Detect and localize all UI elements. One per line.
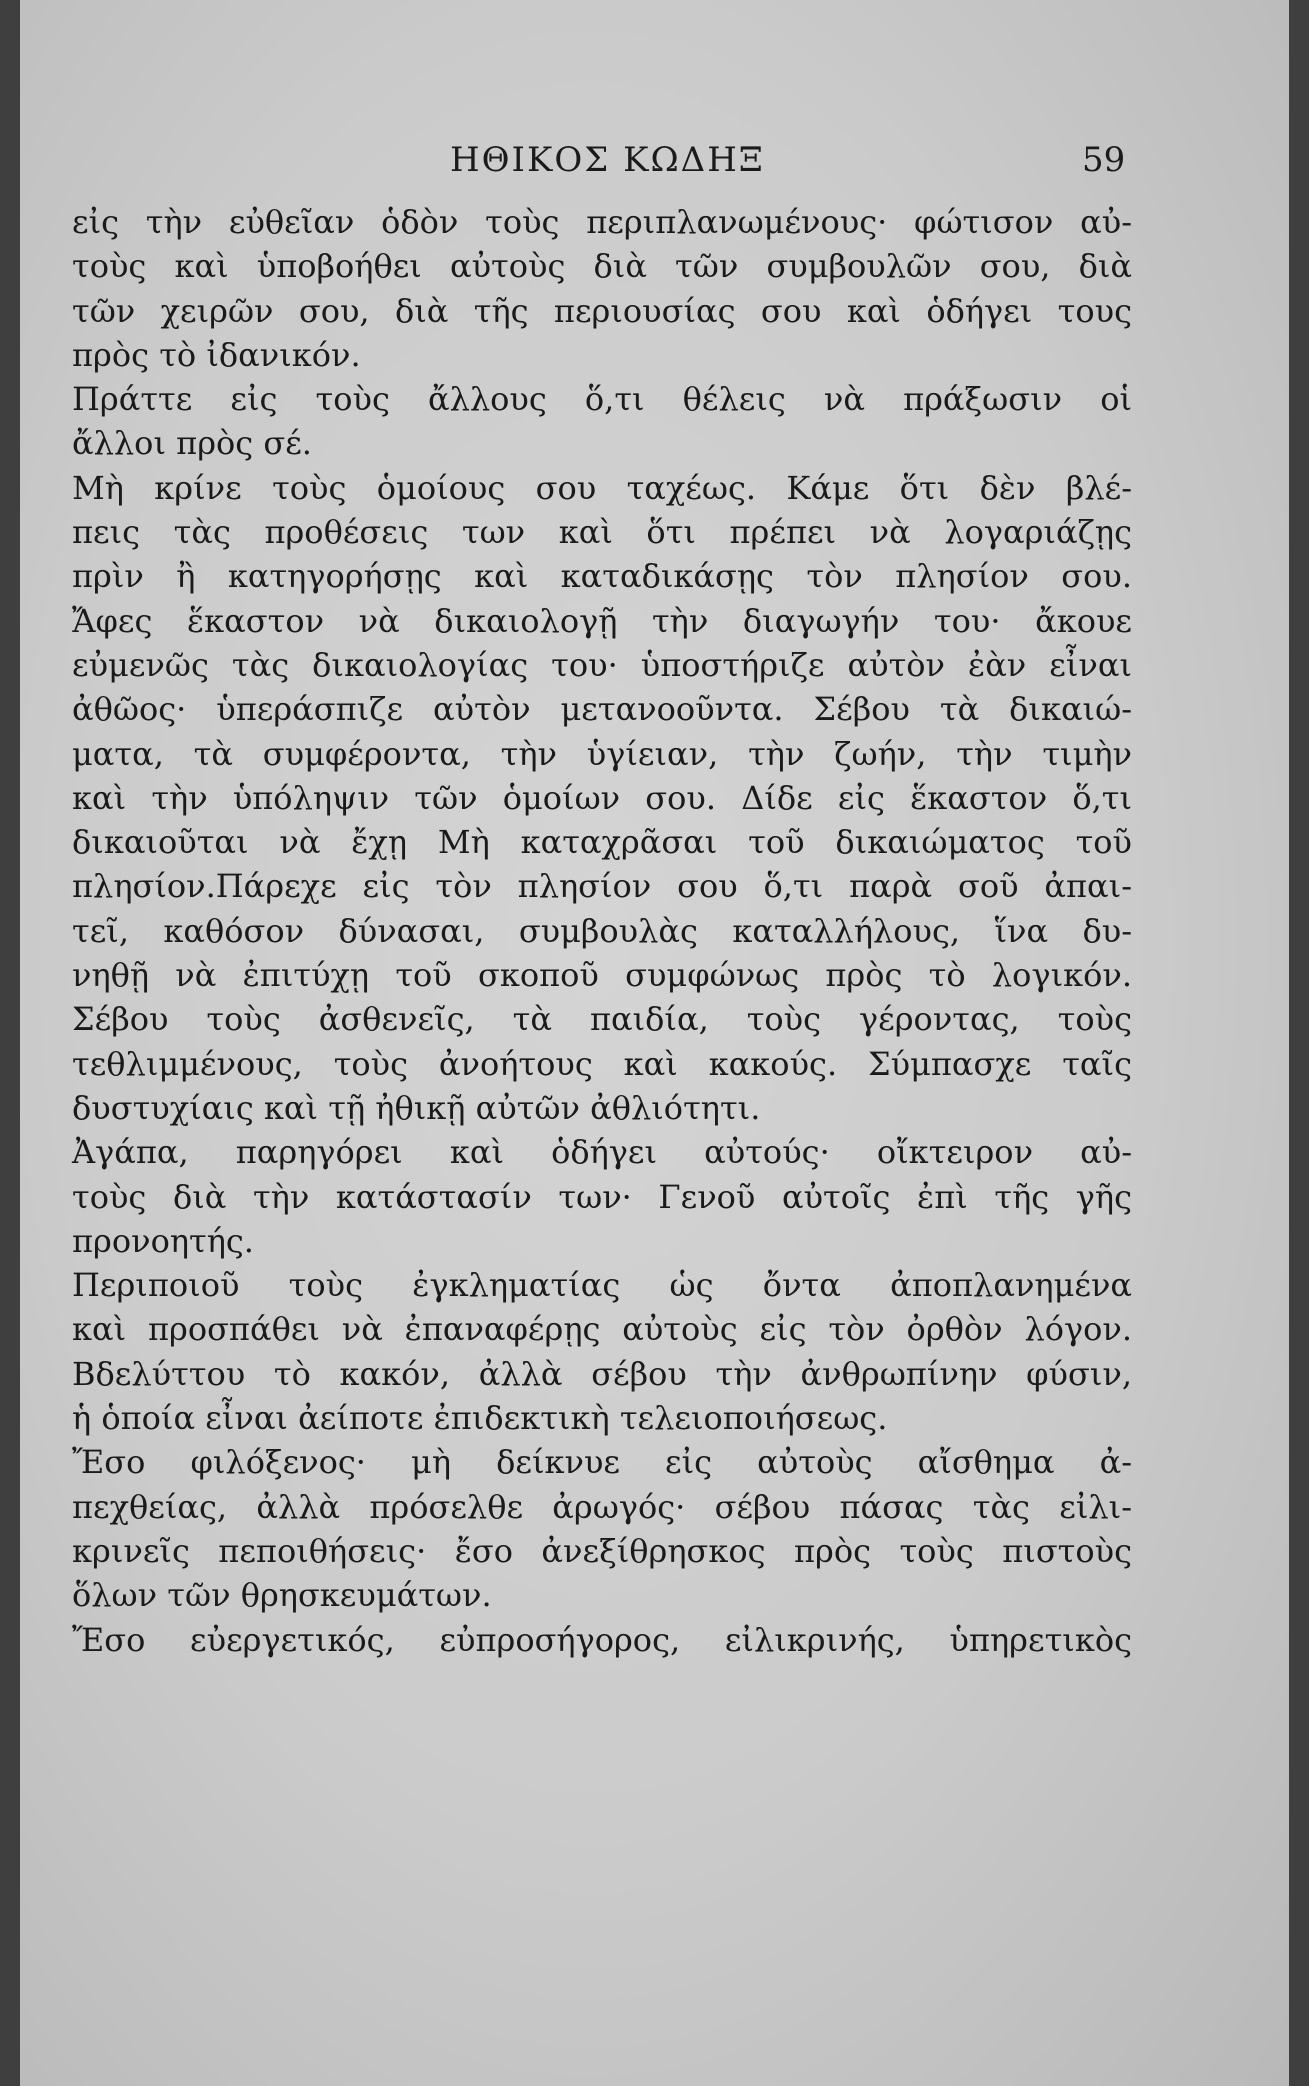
text-line: πρὸς τὸ ἰδανικόν. [72, 335, 361, 374]
text-line: Ἔσο εὐεργετικός, εὐπροσήγορος, εἰλικρινής, ὑπηρετικὸς [72, 1620, 1132, 1659]
text-line: Ἔσο φιλόξενος· μὴ δείκνυε εἰς αὐτοὺς αἴσθημα ἀ- [72, 1443, 1132, 1482]
body-text [72, 200, 1132, 1662]
text-line: καὶ τὴν ὑπόληψιν τῶν ὁμοίων σου. Δίδε εἰς ἕκαστον ὅ,τι [72, 778, 1132, 817]
text-line: πεχθείας, ἀλλὰ πρόσελθε ἀρωγός· σέβου πάσας τὰς εἰλι- [72, 1487, 1132, 1526]
text-line: προνοητής. [72, 1221, 254, 1260]
text-line: ὅλων τῶν θρησκευμάτων. [72, 1576, 492, 1615]
page-header [20, 140, 1289, 180]
text-line: Σέβου τοὺς ἀσθενεῖς, τὰ παιδία, τοὺς γέροντας, τοὺς [72, 1000, 1132, 1039]
text-line: εὐμενῶς τὰς δικαιολογίας του· ὑποστήριζε αὐτὸν ἐὰν εἶναι [72, 645, 1132, 684]
text-line: Πράττε εἰς τοὺς ἄλλους ὅ,τι θέλεις νὰ πράξωσιν οἱ [72, 380, 1132, 419]
text-line: Περιποιοῦ τοὺς ἐγκληματίας ὡς ὄντα ἀποπλανημένα [72, 1266, 1132, 1305]
text-line: ματα, τὰ συμφέροντα, τὴν ὑγίειαν, τὴν ζωήν, τὴν τιμὴν [72, 734, 1132, 773]
text-line: τῶν χειρῶν σου, διὰ τῆς περιουσίας σου καὶ ὁδήγει τους [72, 291, 1132, 330]
text-line: Μὴ κρίνε τοὺς ὁμοίους σου ταχέως. Κάμε ὅτι δὲν βλέ- [72, 468, 1132, 507]
text-line: Ἀγάπα, παρηγόρει καὶ ὁδήγει αὐτούς· οἴκτειρον αὐ- [72, 1133, 1132, 1172]
text-line: κρινεῖς πεποιθήσεις· ἔσο ἀνεξίθρησκος πρὸς τοὺς πιστοὺς [72, 1531, 1132, 1570]
text-line: ἀθῶος· ὑπεράσπιζε αὐτὸν μετανοοῦντα. Σέβου τὰ δικαιώ- [72, 690, 1132, 729]
text-line: τεθλιμμένους, τοὺς ἀνοήτους καὶ κακούς. Σύμπασχε ταῖς [72, 1044, 1132, 1083]
text-line: τοὺς καὶ ὑποβοήθει αὐτοὺς διὰ τῶν συμβουλῶν σου, διὰ [72, 247, 1132, 286]
text-line: Βδελύττου τὸ κακόν, ἀλλὰ σέβου τὴν ἀνθρωπίνην φύσιν, [72, 1354, 1132, 1393]
running-title: ΗΘΙΚΟΣ ΚΩΔΗΞ [450, 140, 765, 180]
text-line: ἡ ὁποία εἶναι ἀείποτε ἐπιδεκτικὴ τελειοποιήσεως. [72, 1399, 888, 1438]
text-line: Ἄφες ἕκαστον νὰ δικαιολογῇ τὴν διαγωγήν του· ἄκουε [72, 601, 1132, 640]
text-line: εἰς τὴν εὐθεῖαν ὁδὸν τοὺς περιπλανωμένους· φώτισον αὐ- [72, 203, 1132, 241]
text-line: δικαιοῦται νὰ ἔχῃ Μὴ καταχρᾶσαι τοῦ δικαιώματος τοῦ [72, 823, 1132, 862]
text-line: τεῖ, καθόσον δύνασαι, συμβουλὰς καταλλήλους, ἵνα δυ- [72, 911, 1132, 950]
text-line: νηθῇ νὰ ἐπιτύχῃ τοῦ σκοποῦ συμφώνως πρὸς τὸ λογικόν. [72, 956, 1132, 995]
text-line: καὶ προσπάθει νὰ ἐπαναφέρῃς αὐτοὺς εἰς τὸν ὀρθὸν λόγον. [72, 1310, 1132, 1349]
book-page [20, 0, 1289, 2086]
text-line: πρὶν ἢ κατηγορήσῃς καὶ καταδικάσῃς τὸν πλησίον σου. [72, 557, 1132, 596]
text-line: δυστυχίαις καὶ τῇ ἠθικῇ αὐτῶν ἀθλιότητι. [72, 1088, 761, 1127]
text-line: πλησίον.Πάρεχε εἰς τὸν πλησίον σου ὅ,τι παρὰ σοῦ ἀπαι- [72, 867, 1132, 906]
page-number: 59 [1082, 140, 1126, 180]
text-line: τοὺς διὰ τὴν κατάστασίν των· Γενοῦ αὐτοῖς ἐπὶ τῆς γῆς [72, 1177, 1132, 1216]
text-line: ἄλλοι πρὸς σέ. [72, 424, 312, 463]
text-line: πεις τὰς προθέσεις των καὶ ὅτι πρέπει νὰ λογαριάζῃς [72, 513, 1132, 552]
